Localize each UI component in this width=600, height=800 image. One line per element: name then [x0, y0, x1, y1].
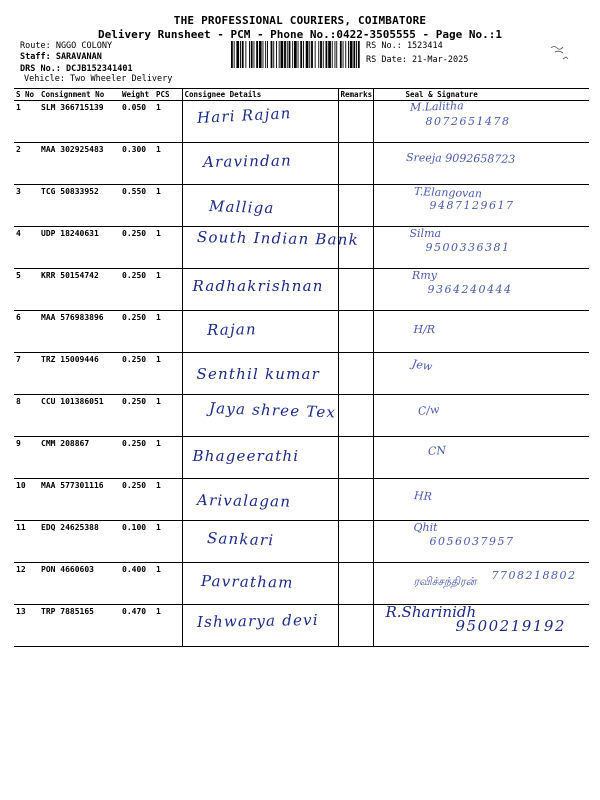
signature-phone: 7708218802 [491, 569, 577, 582]
signature-mark: Jew [410, 357, 433, 374]
signature-cell [373, 269, 589, 311]
col-pcs: PCS [154, 89, 182, 101]
signature-cell [373, 521, 589, 563]
signature-cell [373, 479, 589, 521]
company-title: THE PROFESSIONAL COURIERS, COIMBATORE [173, 14, 427, 27]
weight-value: 0.250 [120, 395, 154, 437]
serial-number: 13 [14, 605, 39, 647]
remarks-cell [338, 311, 373, 353]
remarks-cell [338, 269, 373, 311]
consignment-number: UDP 18240631 [39, 227, 120, 269]
consignee-cell [182, 563, 338, 605]
serial-number: 4 [14, 227, 39, 269]
signature-cell [373, 311, 589, 353]
weight-value: 0.050 [120, 101, 154, 143]
consignment-number: TRP 7885165 [39, 605, 120, 647]
table-header-row [14, 89, 589, 101]
pieces-count: 1 [154, 353, 182, 395]
signature-phone: 9500219192 [455, 617, 566, 635]
col-sno: S No [14, 89, 39, 101]
weight-value: 0.400 [120, 563, 154, 605]
col-consignee: Consignee Details [182, 89, 338, 101]
pieces-count: 1 [154, 479, 182, 521]
pieces-count: 1 [154, 521, 182, 563]
consignee-name: South Indian Bank [196, 228, 359, 249]
consignee-name: Jaya shree Tex [208, 399, 336, 422]
consignee-cell [182, 395, 338, 437]
pieces-count: 1 [154, 227, 182, 269]
table-row [14, 605, 589, 647]
signature-mark: Sreeja 9092658723 [405, 151, 515, 166]
pieces-count: 1 [154, 395, 182, 437]
consignee-cell [182, 311, 338, 353]
consignment-number: KRR 50154742 [39, 269, 120, 311]
col-weight: Weight [120, 89, 154, 101]
consignee-cell [182, 101, 338, 143]
table-row [14, 311, 589, 353]
signature-phone: 8072651478 [425, 115, 511, 128]
scribble-mark-icon [545, 42, 575, 64]
pieces-count: 1 [154, 143, 182, 185]
serial-number: 10 [14, 479, 39, 521]
consignment-number: EDQ 24625388 [39, 521, 120, 563]
weight-value: 0.100 [120, 521, 154, 563]
pieces-count: 1 [154, 311, 182, 353]
serial-number: 8 [14, 395, 39, 437]
consignee-name: Bhageerathi [192, 447, 300, 465]
remarks-cell [338, 563, 373, 605]
signature-mark: HR [413, 489, 432, 504]
consignee-cell [182, 143, 338, 185]
signature-cell [373, 143, 589, 185]
consignee-name: Ishwarya devi [196, 610, 319, 631]
pieces-count: 1 [154, 101, 182, 143]
table-row [14, 521, 589, 563]
col-signature: Seal & Signature [373, 89, 589, 101]
signature-mark: T.Elangovan [413, 185, 482, 201]
weight-value: 0.470 [120, 605, 154, 647]
consignee-cell [182, 353, 338, 395]
table-row [14, 101, 589, 143]
table-row [14, 437, 589, 479]
table-row [14, 479, 589, 521]
consignee-cell [182, 269, 338, 311]
remarks-cell [338, 353, 373, 395]
remarks-cell [338, 143, 373, 185]
staff-label: Staff: SARAVANAN [20, 52, 102, 62]
remarks-cell [338, 605, 373, 647]
serial-number: 9 [14, 437, 39, 479]
consignment-number: CCU 101386051 [39, 395, 120, 437]
signature-mark: Silma [409, 227, 442, 240]
remarks-cell [338, 101, 373, 143]
weight-value: 0.250 [120, 479, 154, 521]
weight-value: 0.550 [120, 185, 154, 227]
signature-phone: 9364240444 [427, 283, 513, 296]
vehicle-label: Vehicle: Two Wheeler Delivery [24, 74, 173, 84]
consignment-number: MAA 577301116 [39, 479, 120, 521]
consignee-cell [182, 521, 338, 563]
rs-date: RS Date: 21-Mar-2025 [366, 55, 469, 65]
signature-mark: C/w [416, 402, 440, 418]
signature-cell [373, 395, 589, 437]
signature-cell [373, 101, 589, 143]
consignment-number: MAA 576983896 [39, 311, 120, 353]
consignee-name: Radhakrishnan [192, 277, 324, 295]
signature-mark: R.Sharinidh [385, 603, 477, 621]
signature-phone: 9487129617 [429, 199, 515, 212]
consignment-number: SLM 366715139 [39, 101, 120, 143]
table-row [14, 353, 589, 395]
signature-cell [373, 605, 589, 647]
consignee-name: Aravindan [202, 151, 292, 171]
consignee-name: Hari Rajan [196, 104, 292, 127]
serial-number: 1 [14, 101, 39, 143]
consignee-name: Arivalagan [196, 491, 291, 511]
serial-number: 3 [14, 185, 39, 227]
consignee-name: Senthil kumar [196, 365, 321, 383]
consignee-name: Sankari [206, 529, 275, 550]
table-row [14, 185, 589, 227]
consignment-number: PON 4660603 [39, 563, 120, 605]
consignment-number: MAA 302925483 [39, 143, 120, 185]
weight-value: 0.250 [120, 227, 154, 269]
remarks-cell [338, 227, 373, 269]
signature-cell [373, 185, 589, 227]
consignee-cell [182, 437, 338, 479]
col-consignment: Consignment No [39, 89, 120, 101]
rs-number: RS No.: 1523414 [366, 41, 443, 51]
remarks-cell [338, 521, 373, 563]
serial-number: 12 [14, 563, 39, 605]
remarks-cell [338, 437, 373, 479]
pieces-count: 1 [154, 605, 182, 647]
serial-number: 7 [14, 353, 39, 395]
serial-number: 5 [14, 269, 39, 311]
consignee-cell [182, 479, 338, 521]
signature-cell [373, 227, 589, 269]
table-row [14, 563, 589, 605]
consignee-name: Pavratham [200, 572, 294, 592]
consignment-number: CMM 208867 [39, 437, 120, 479]
signature-phone: 6056037957 [429, 535, 515, 548]
pieces-count: 1 [154, 563, 182, 605]
table-row [14, 143, 589, 185]
signature-cell [373, 353, 589, 395]
serial-number: 2 [14, 143, 39, 185]
signature-mark: M.Lalitha [409, 99, 464, 114]
table-row [14, 227, 589, 269]
serial-number: 11 [14, 521, 39, 563]
pieces-count: 1 [154, 437, 182, 479]
route-label: Route: NGGO COLONY [20, 41, 113, 51]
table-row [14, 269, 589, 311]
serial-number: 6 [14, 311, 39, 353]
signature-cell [373, 563, 589, 605]
remarks-cell [338, 185, 373, 227]
pieces-count: 1 [154, 269, 182, 311]
consignee-cell [182, 227, 359, 269]
signature-mark: H/R [413, 323, 436, 336]
consignment-number: TRZ 15009446 [39, 353, 120, 395]
signature-mark: Rmy [411, 268, 437, 282]
consignee-name: Rajan [206, 320, 257, 339]
weight-value: 0.250 [120, 311, 154, 353]
signature-mark: Qhit [413, 521, 438, 534]
pieces-count: 1 [154, 185, 182, 227]
signature-mark: ரவிச்சந்திரன் [413, 575, 477, 588]
consignee-name: Malliga [208, 197, 275, 218]
delivery-table [14, 88, 589, 647]
signature-mark: CN [427, 443, 446, 458]
remarks-cell [338, 479, 373, 521]
drs-number: DRS No.: DCJB152341401 [20, 64, 133, 74]
signature-cell [373, 437, 589, 479]
runsheet-title: Delivery Runsheet - PCM - Phone No.:0422-3505555 - Page No.:1 [98, 28, 502, 41]
consignee-cell [182, 185, 338, 227]
signature-phone: 9500336381 [425, 241, 511, 254]
table-row [14, 395, 589, 437]
weight-value: 0.250 [120, 269, 154, 311]
weight-value: 0.250 [120, 353, 154, 395]
consignment-number: TCG 50833952 [39, 185, 120, 227]
consignee-cell [182, 605, 338, 647]
col-remarks: Remarks [338, 89, 373, 101]
remarks-cell [338, 395, 373, 437]
weight-value: 0.300 [120, 143, 154, 185]
weight-value: 0.250 [120, 437, 154, 479]
barcode-icon [231, 41, 358, 68]
